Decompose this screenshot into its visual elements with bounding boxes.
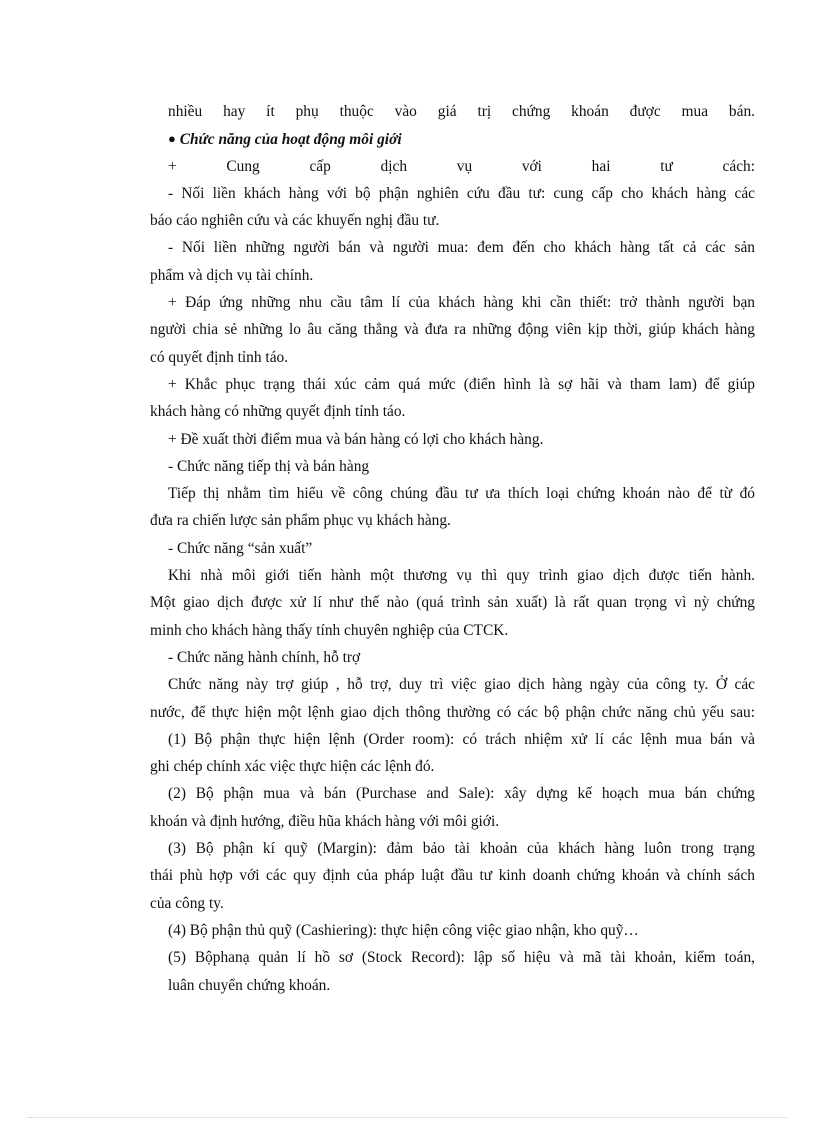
line-text: đưa ra chiến lược sản phẩm phục vụ khách hàng. (150, 512, 451, 530)
text-line (168, 562, 755, 589)
line-text: luân chuyển chứng khoán. (168, 976, 331, 994)
text-line (150, 890, 755, 917)
line-text: phẩm và dịch vụ tài chính. (150, 266, 314, 284)
text-line (150, 589, 755, 616)
line-text: nước, để thực hiện một lệnh giao dịch thông thường có các bộ phận chức năng chủ yếu sau: (150, 703, 755, 721)
line-text: khách hàng có những quyết định tỉnh táo. (150, 403, 406, 421)
text-line (150, 862, 755, 889)
text-line (168, 98, 755, 125)
line-text: - Chức năng “sản xuất” (168, 539, 313, 557)
text-line (168, 289, 755, 316)
line-text: Tiếp thị nhằm tìm hiểu về công chúng đầu tư ưa thích loại chứng khoán nào để từ đó (168, 485, 755, 503)
text-line (168, 644, 755, 671)
text-line (168, 480, 755, 507)
text-line (150, 398, 755, 425)
text-line (150, 808, 755, 835)
text-line (150, 753, 755, 780)
text-line (168, 780, 755, 807)
text-line (168, 726, 755, 753)
line-text: (4) Bộ phận thủ quỹ (Cashiering): thực hiện công việc giao nhận, kho quỹ… (168, 921, 639, 939)
text-line (168, 371, 755, 398)
line-text: nhiều hay ít phụ thuộc vào giá trị chứng khoán được mua bán. (168, 103, 755, 120)
section-heading: Chức năng của hoạt động môi giới (179, 131, 402, 149)
line-text: (5) Bộphanạ quản lí hồ sơ (Stock Record): lập số hiệu và mã tài khoản, kiểm toán, (168, 949, 755, 967)
line-text: Chức năng này trợ giúp , hỗ trợ, duy trì việc giao dịch hàng ngày của công ty. Ở các (168, 676, 755, 694)
text-line (168, 453, 755, 480)
line-text: thái phù hợp với các quy định của pháp luật đầu tư kinh doanh chứng khoán và chính sách (150, 867, 755, 885)
line-text: Khi nhà môi giới tiến hành một thương vụ thì quy trình giao dịch được tiến hành. (168, 567, 755, 585)
line-text: + Đề xuất thời điểm mua và bán hàng có lợi cho khách hàng. (168, 430, 544, 448)
line-text: (2) Bộ phận mua và bán (Purchase and Sale): xây dựng kế hoạch mua bán chứng (168, 785, 755, 803)
text-line (168, 125, 755, 152)
text-line (168, 972, 755, 999)
line-text: + Khắc phục trạng thái xúc cảm quá mức (điển hình là sợ hãi và tham lam) để giúp (168, 375, 755, 393)
line-text: của công ty. (150, 894, 224, 912)
page-bottom-rule (28, 1117, 788, 1118)
text-line (168, 917, 755, 944)
text-line (150, 316, 755, 343)
text-line (168, 180, 755, 207)
line-text: + Đáp ứng những nhu cầu tâm lí của khách hàng khi cần thiết: trở thành người bạn (168, 294, 755, 312)
line-text: có quyết định tỉnh táo. (150, 348, 289, 366)
line-text: (1) Bộ phận thực hiện lệnh (Order room): có trách nhiệm xử lí các lệnh mua bán và (168, 730, 755, 748)
line-text: - Chức năng hành chính, hỗ trợ (168, 648, 361, 666)
text-line (168, 535, 755, 562)
text-line (150, 699, 755, 726)
line-text: người chia sẻ những lo âu căng thẳng và đưa ra những động viên kịp thời, giúp khách hàng (150, 321, 755, 339)
text-line (168, 835, 755, 862)
line-text: khoán và định hướng, điều hũa khách hàng với môi giới. (150, 812, 500, 830)
bullet-icon: ● (168, 131, 176, 147)
text-line (168, 426, 755, 453)
line-text: ghi chép chính xác việc thực hiện các lệnh đó. (150, 758, 435, 776)
text-line (150, 507, 755, 534)
text-line (150, 262, 755, 289)
line-text: + Cung cấp dịch vụ với hai tư cách: (168, 157, 755, 175)
line-text: (3) Bộ phận kí quỹ (Margin): đảm bảo tài khoản của khách hàng luôn trong trạng (168, 840, 755, 858)
line-text: - Nối liền những người bán và người mua: đem đến cho khách hàng tất cả các sản (168, 239, 755, 257)
line-text: - Nối liền khách hàng với bộ phận nghiên cứu đầu tư: cung cấp cho khách hàng các (168, 184, 755, 202)
line-text: minh cho khách hàng thấy tính chuyên nghiệp của CTCK. (150, 621, 509, 639)
line-text: Một giao dịch được xử lí như thế nào (quá trình sản xuất) là rất quan trọng vì nỳ chứng (150, 594, 755, 612)
line-text: - Chức năng tiếp thị và bán hàng (168, 457, 370, 475)
text-line (168, 153, 755, 180)
text-line (168, 671, 755, 698)
text-line (168, 234, 755, 261)
text-line (150, 207, 755, 234)
document-body (150, 98, 755, 999)
line-text: báo cáo nghiên cứu và các khuyến nghị đầu tư. (150, 212, 440, 230)
text-line (168, 944, 755, 971)
text-line (150, 617, 755, 644)
text-line (150, 344, 755, 371)
